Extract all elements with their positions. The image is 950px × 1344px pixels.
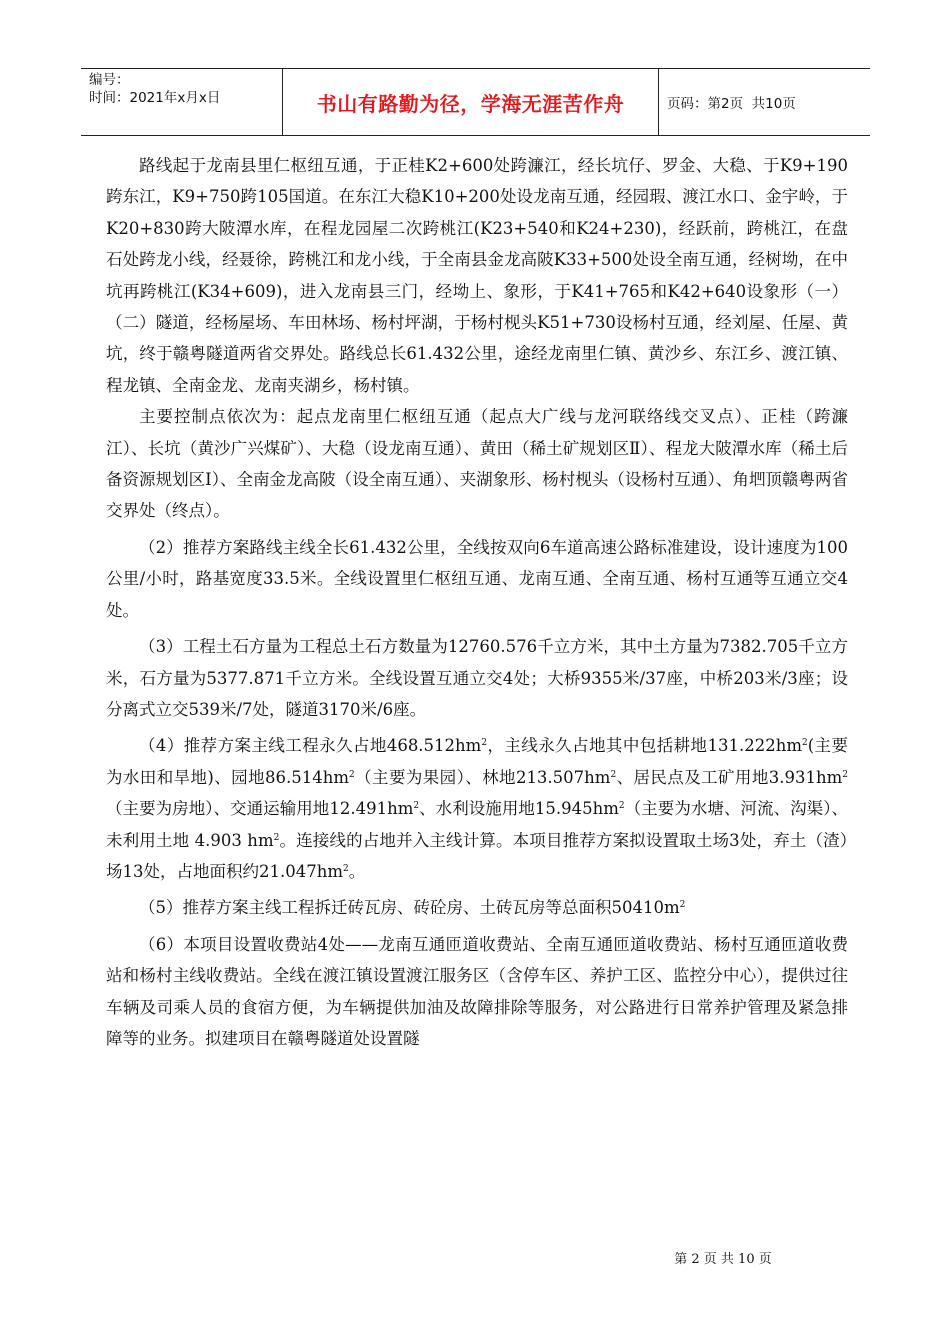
paragraph-6: （6）本项目设置收费站4处——龙南互通匝道收费站、全南互通匝道收费站、杨村互通匝道收费站和杨村主线收费站。全线在渡江镇设置渡江服务区（含停车区、养护工区、监控分中心），提供过往车辆及司乘人员的食宿方便，为车辆提供加油及故障排除等服务，对公路进行日常养护管理及紧急排障等的业务。拟建项目在赣粤隧道处设置隧 [106,934,848,1048]
paragraph-route: 路线起于龙南县里仁枢纽互通，于正桂K2+600处跨濂江，经长坑仔、罗金、大稳、于K9+190跨东江，K9+750跨105国道。在东江大稳K10+200处设龙南互通，经园瑕、渡江水口、金宇岭，于K20+830跨大陂潭水库，在程龙园屋二次跨桃江(K23+540和K24+230)，经跃前，跨桃江，在盘石处跨龙小线，经聂徐，跨桃江和龙小线，于全南县金龙高陂K33+500处设全南互通，经树坳，在中坑再跨桃江(K34+609)，进入龙南县三门，经坳上、象形，于K41+765和K42+640设象形（一）（二）隧道，经杨屋场、车田林场、杨村坪湖，于杨村枧头K51+730设杨村互通，经刘屋、任屋、黄坑，终于赣粤隧道两省交界处。路线总长61.432公里，途经龙南里仁镇、黄沙乡、东江乡、渡江镇、程龙镇、全南金龙、龙南夹湖乡，杨村镇。 [106,156,848,395]
page-info: 页码：第2页 共10页 [667,96,796,112]
text-span: （主要为房地）、交通运输用地12.491hm [106,799,414,819]
text-span: (主要为水田和旱地)、园地86.514hm [106,736,848,787]
document-body [106,150,848,1054]
text-span: （主要为果园）、林地213.507hm [354,767,611,787]
text-span: （5）推荐方案主线工程拆迁砖瓦房、砖砼房、土砖瓦房等总面积50410m [139,898,680,918]
paragraph-control-points: 主要控制点依次为：起点龙南里仁枢纽互通（起点大广线与龙河联络线交叉点）、正桂（跨濂江）、长坑（黄沙广兴煤矿）、大稳（设龙南互通）、黄田（稀土矿规划区Ⅱ）、程龙大陂潭水库（稀土后备资源规划区Ⅰ）、全南金龙高陂（设全南互通）、夹湖象形、杨村枧头（设杨村互通）、角垇顶赣粤两省交界处（终点）。 [106,407,848,521]
paragraph-3: （3）工程土石方量为工程总土石方数量为12760.576千立方米，其中土方量为7382.705千立方米，石方量为5377.871千立方米。全线设置互通立交4处；大桥9355米/37座，中桥203米/3座；设分离式立交539米/7处，隧道3170米/6座。 [106,637,848,719]
superscript: 2 [343,863,349,874]
page-footer: 第 2 页 共 10 页 [674,1252,772,1267]
superscript: 2 [610,769,617,780]
number-label: 编号： [89,72,130,88]
superscript: 2 [273,832,280,843]
superscript: 2 [618,801,625,812]
superscript: 2 [801,738,808,749]
paragraph-4 [106,730,848,887]
text-span: 、居民点及工矿用地3.931hm [616,767,843,787]
superscript: 2 [481,738,488,749]
superscript: 2 [679,900,686,911]
superscript: 2 [349,769,355,780]
text-span: ，主线永久占地其中包括耕地131.222hm [487,736,802,756]
paragraph-5 [106,892,848,923]
date-label: 时间：2021年x月x日 [89,90,221,106]
page-header [81,68,870,136]
header-motto-cell [283,69,659,135]
superscript: 2 [842,769,848,780]
paragraph-2: （2）推荐方案路线主线全长61.432公里，全线按双向6车道高速公路标准建设，设计速度为100公里/小时，路基宽度33.5米。全线设置里仁枢纽互通、龙南互通、全南互通、杨村互通等互通立交4处。 [106,537,848,620]
text-span: 、水利设施用地15.945hm [419,799,619,819]
text-span: （主要为水塘、河流、沟渠）、未利用土地 4.903 hm [106,799,848,850]
text-span: 。 [348,861,366,881]
superscript: 2 [413,801,420,812]
header-meta [81,69,283,135]
text-span: （4）推荐方案主线工程永久占地468.512hm [139,736,482,756]
text-span: 。连接线的占地并入主线计算。本项目推荐方案拟设置取土场3处，弃土（渣）场13处，占地面积约21.047hm [106,830,849,881]
motto: 书山有路勤为径，学海无涯苦作舟 [316,91,625,116]
